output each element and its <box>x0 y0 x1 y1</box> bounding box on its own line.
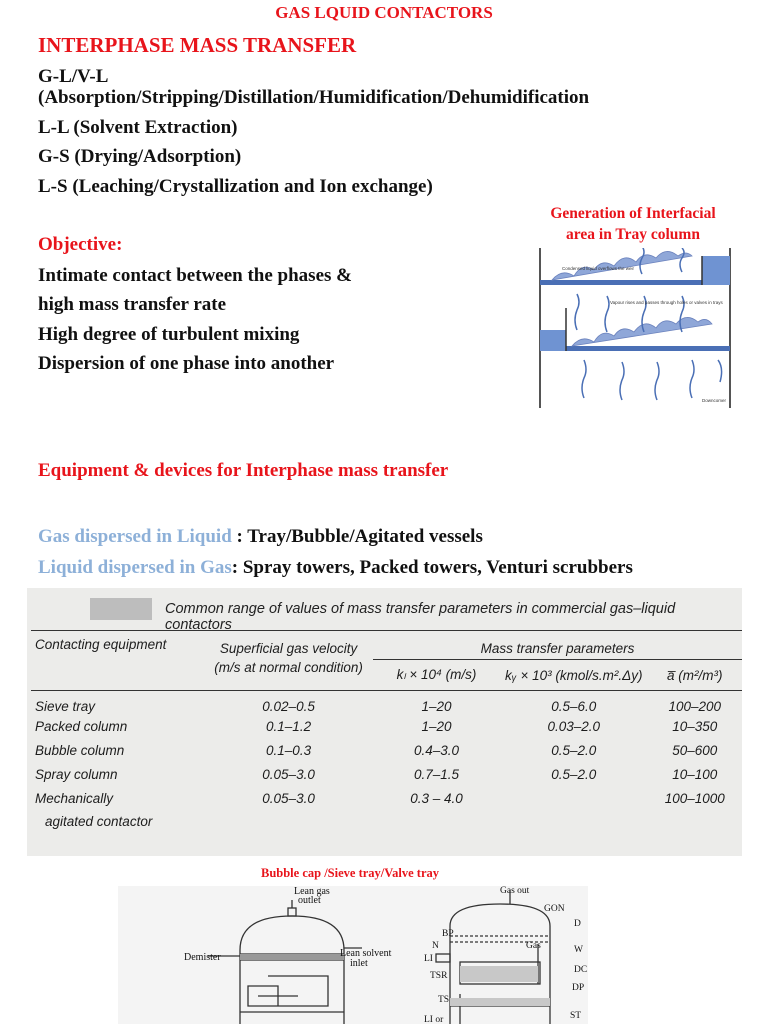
column-diagrams <box>118 886 588 1024</box>
table-group-header: Mass transfer parameters <box>373 631 742 660</box>
table-cell: 10–350 <box>672 719 718 734</box>
figure2-label: inlet <box>350 958 368 969</box>
figure2-label: ST <box>570 1011 582 1021</box>
table-caption: Common range of values of mass transfer parameters in commercial gas–liquid contactors <box>165 601 676 633</box>
mass-transfer-table <box>31 630 742 833</box>
table-cell: Sieve tray <box>35 699 96 715</box>
table-cell <box>500 787 647 811</box>
figure2-label: Gas out <box>500 886 530 896</box>
figure1-caption <box>522 203 744 245</box>
table-cell: 50–600 <box>672 743 718 758</box>
parameters-table-image <box>27 588 742 856</box>
figure2-label: outlet <box>298 895 321 906</box>
figure2-label: Lean solvent <box>340 948 392 959</box>
objective-heading: Objective: <box>38 234 123 255</box>
figure2-caption: Bubble cap /Sieve tray/Valve tray <box>260 866 439 880</box>
list-item: G-S (Drying/Adsorption) <box>38 146 242 167</box>
table-cell: agitated contactor <box>45 814 153 829</box>
objective-item: Intimate contact between the phases & <box>38 265 352 286</box>
figure2-label: GON <box>544 904 565 914</box>
table-cell: 0.7–1.5 <box>414 767 460 782</box>
liquid-dispersed-line <box>38 557 633 579</box>
figure2-label: TS <box>438 995 450 1005</box>
table-cell: 0.02–0.5 <box>262 699 315 715</box>
figure1-caption-line: Generation of Interfacial <box>550 205 716 222</box>
list-item: L-L (Solvent Extraction) <box>38 117 238 138</box>
objective-item: High degree of turbulent mixing <box>38 324 300 345</box>
figure2-label: DC <box>574 965 588 975</box>
figure2-label: D <box>574 919 581 929</box>
table-cell: 0.5–6.0 <box>551 699 597 715</box>
table-subheader: a̅ (m²/m³) <box>666 667 723 683</box>
liquid-dispersed-text: : Spray towers, Packed towers, Venturi scrubbers <box>231 557 633 578</box>
figure1-label: Condensed liquid overflows the weir <box>562 266 635 271</box>
table-cell: 0.03–2.0 <box>547 719 601 734</box>
gas-dispersed-line <box>38 526 483 548</box>
gas-dispersed-label: Gas dispersed in Liquid <box>38 526 232 547</box>
figure2-label: BP <box>442 929 454 939</box>
table-cell: Bubble column <box>35 743 125 758</box>
table-subheader: kₗ × 10⁴ (m/s) <box>396 667 477 682</box>
list-item: (Absorption/Stripping/Distillation/Humidification/Dehumidification <box>38 87 590 108</box>
table-header: Contacting equipment <box>35 637 167 652</box>
table-cell: 1–20 <box>421 719 452 734</box>
table-header <box>204 631 373 691</box>
list-item: G-L/V-L <box>38 66 109 87</box>
tray-column-diagram <box>532 248 736 412</box>
table-label-box <box>90 598 152 620</box>
table-cell: 0.05–3.0 <box>262 791 315 806</box>
page-title: GAS LQUID CONTACTORS <box>275 3 493 22</box>
table-cell: 100–1000 <box>664 791 725 806</box>
table-cell: Spray column <box>35 767 118 782</box>
figure1-label: Downcomer <box>702 398 727 403</box>
table-header-line: (m/s at normal condition) <box>214 660 363 675</box>
liquid-dispersed-label: Liquid dispersed in Gas <box>38 557 232 578</box>
table-cell: 10–100 <box>672 767 718 782</box>
figure2-label: TSR <box>430 971 448 981</box>
gas-dispersed-text: : Tray/Bubble/Agitated vessels <box>231 526 483 547</box>
section-heading: INTERPHASE MASS TRANSFER <box>38 33 357 57</box>
table-cell: 0.5–2.0 <box>551 743 597 758</box>
figure2-label: Gas <box>526 941 541 951</box>
objective-item: Dispersion of one phase into another <box>38 353 335 374</box>
list-item: L-S (Leaching/Crystallization and Ion exchange) <box>38 176 433 197</box>
table-cell: 0.5–2.0 <box>551 767 597 782</box>
table-cell: Packed column <box>35 719 128 734</box>
table-cell: 100–200 <box>668 699 721 715</box>
figure1-caption-line: area in Tray column <box>566 226 700 243</box>
figure2-label: Lean gas <box>294 886 330 897</box>
table-header-line: Superficial gas velocity <box>219 641 358 656</box>
equipment-heading: Equipment & devices for Interphase mass transfer <box>38 460 449 481</box>
figure1-label: Vapour rises and passes through holes or valves in trays <box>610 300 723 305</box>
table-cell: 0.1–1.2 <box>266 719 312 734</box>
table-cell: 0.4–3.0 <box>414 743 460 758</box>
figure2-label: LI <box>424 954 433 964</box>
table-subheader: kᵧ × 10³ (kmol/s.m².Δy) <box>505 667 643 683</box>
figure2-label: N <box>432 941 439 951</box>
table-cell: 0.3 – 4.0 <box>410 791 463 806</box>
figure2-label: W <box>574 945 583 955</box>
figure2-label: LI or <box>424 1015 444 1024</box>
figure2-label: Demister <box>184 952 221 963</box>
bubble-cap-diagram <box>118 886 588 1024</box>
figure2-label: DP <box>572 983 585 993</box>
table-cell: 0.05–3.0 <box>262 767 315 782</box>
table-cell: 1–20 <box>421 699 452 715</box>
objective-item: high mass transfer rate <box>38 294 227 315</box>
table-cell: Mechanically <box>35 791 114 806</box>
table-cell: 0.1–0.3 <box>266 743 312 758</box>
